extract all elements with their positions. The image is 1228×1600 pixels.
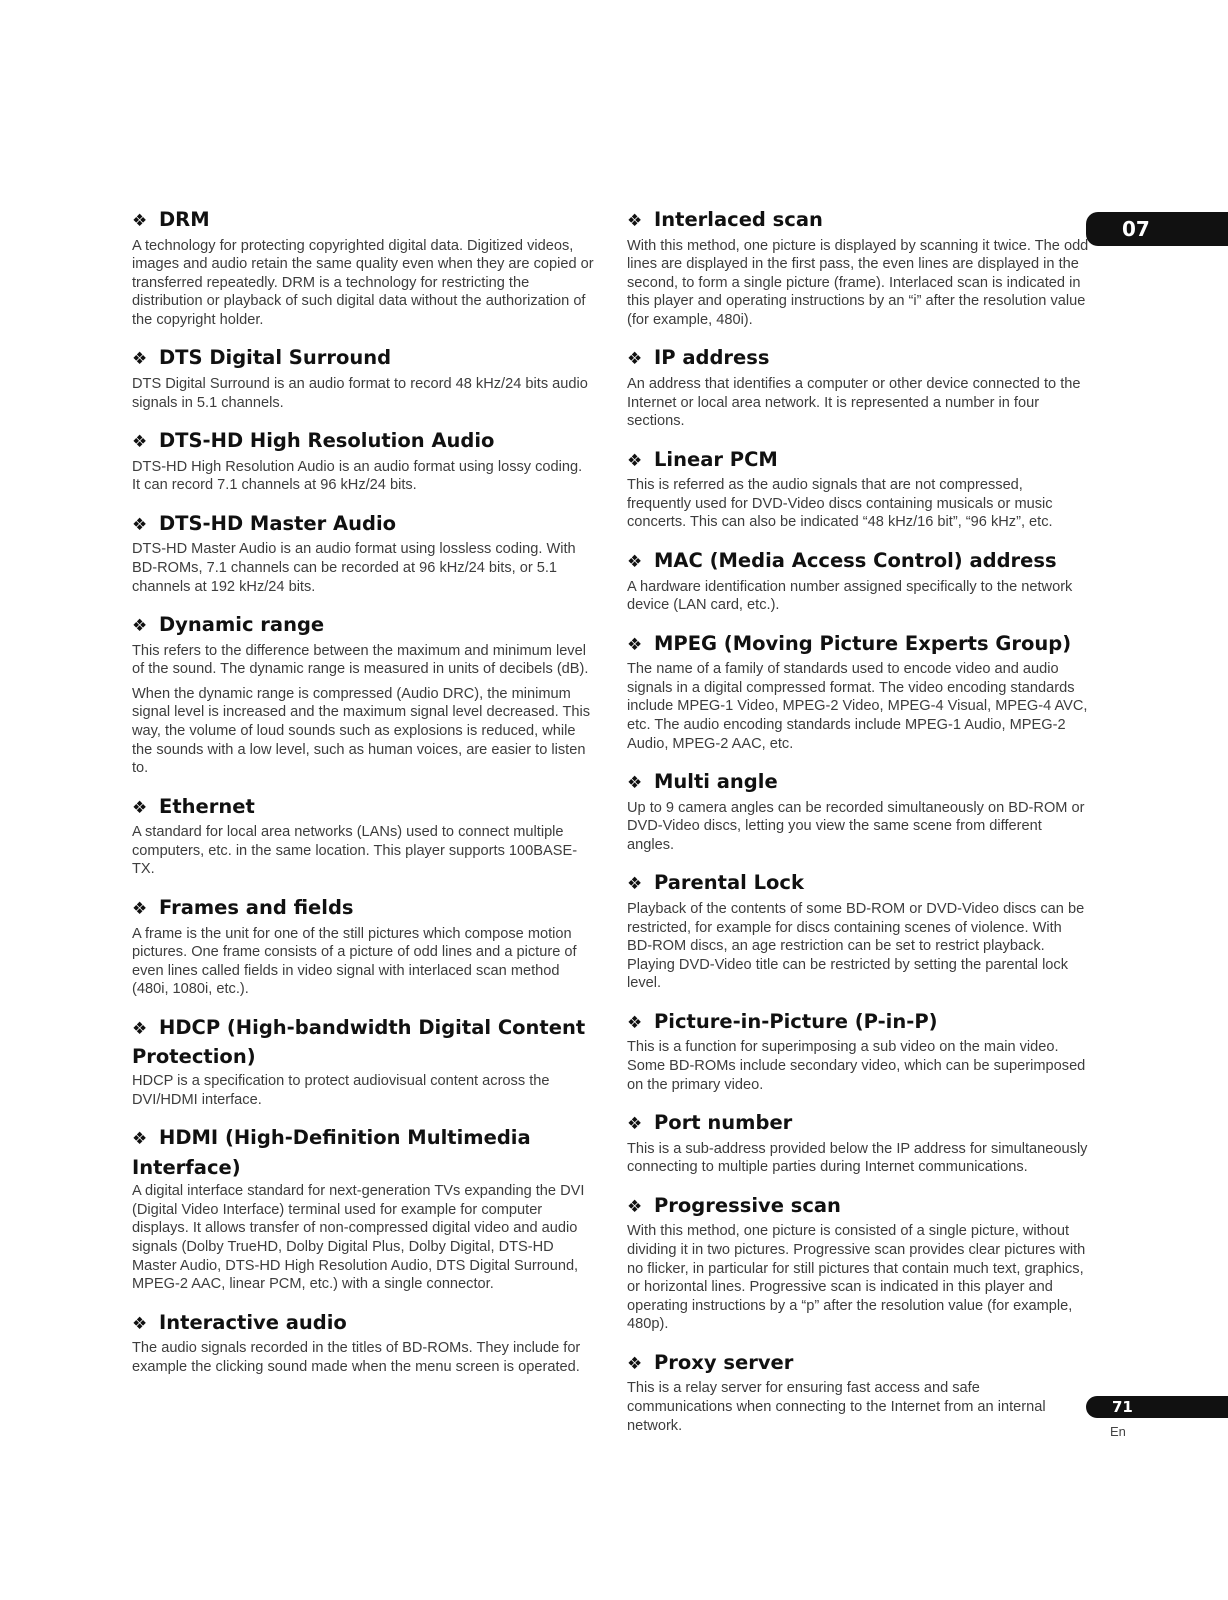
glossary-term-heading [627, 869, 1089, 899]
glossary-definition: DTS-HD High Resolution Audio is an audio format using lossy coding. It can record 7.1 channels at 96 kHz/24 bits. [132, 458, 583, 494]
glossary-term-heading [627, 547, 1089, 577]
glossary-entry-mpeg-moving-picture-experts-group [627, 630, 1089, 753]
glossary-entry-progressive-scan [627, 1192, 1089, 1334]
glossary-entry-dynamic-range [132, 611, 594, 778]
page-number: 71 [1112, 1398, 1133, 1416]
glossary-definition: The name of a family of standards used to encode video and audio signals in a digital compressed format. The video encoding standards include MPEG-1 Video, MPEG-2 Video, MPEG-4 Visual, MPEG-4 AVC, etc. The audio encoding standards include MPEG-1 Audio, MPEG-2 Audio, MPEG-2 AAC, etc. [627, 661, 1088, 752]
glossary-entry-dts-hd-master-audio [132, 510, 594, 596]
diamond-bullet-icon: ❖ [132, 1018, 148, 1039]
glossary-definition: This refers to the difference between the maximum and minimum level of the sound. The dynamic range is measured in units of decibels (dB). [132, 642, 589, 678]
glossary-term-title: HDMI (High-Definition Multimedia Interface) [132, 1126, 531, 1179]
glossary-term-title: Interlaced scan [654, 208, 823, 231]
diamond-bullet-icon: ❖ [132, 1313, 148, 1334]
glossary-entry-mac-media-access-control-address [627, 547, 1089, 615]
language-label: En [1110, 1424, 1126, 1439]
glossary-entry-dts-hd-high-resolution-audio [132, 427, 594, 495]
diamond-bullet-icon: ❖ [132, 616, 148, 637]
glossary-entry-hdcp-high-bandwidth-digital-content-protection [132, 1014, 594, 1109]
glossary-definition: This is a function for superimposing a sub video on the main video. Some BD-ROMs include secondary video, which can be superimposed on the primary video. [627, 1039, 1086, 1093]
diamond-bullet-icon: ❖ [132, 797, 148, 818]
diamond-bullet-icon: ❖ [627, 349, 643, 370]
glossary-entry-ip-address [627, 344, 1089, 430]
glossary-term-title: MPEG (Moving Picture Experts Group) [654, 631, 1072, 655]
diamond-bullet-icon: ❖ [132, 514, 148, 535]
glossary-term-heading [132, 1014, 594, 1071]
glossary-term-title: Multi angle [654, 770, 778, 794]
glossary-definition: With this method, one picture is displayed by scanning it twice. The odd lines are displayed in the first pass, the even lines are displayed in the second, to form a single picture (frame). Interlaced scan is indicated in this player and operating instructions by an “i” after the resolution value (for example, 480i). [627, 237, 1089, 328]
glossary-term-title: Ethernet [159, 794, 255, 818]
glossary-term-title: DRM [159, 208, 210, 231]
diamond-bullet-icon: ❖ [627, 874, 643, 895]
glossary-entry-picture-in-picture-p-in-p [627, 1008, 1089, 1094]
glossary-term-heading [132, 510, 594, 540]
glossary-definition: A technology for protecting copyrighted digital data. Digitized videos, images and audio retain the same quality even when they are copied or transferred repeatedly. DRM is a technology for restricting the distribution or playback of such digital data without the authorization of the copyright holder. [132, 237, 594, 328]
right-column [627, 206, 1089, 1450]
glossary-entry-dts-digital-surround [132, 344, 594, 412]
glossary-term-heading [627, 344, 1089, 374]
glossary-definition: A hardware identification number assigned specifically to the network device (LAN card, etc.). [627, 578, 1073, 614]
diamond-bullet-icon: ❖ [627, 634, 643, 655]
diamond-bullet-icon: ❖ [627, 450, 643, 471]
glossary-term-heading [132, 344, 594, 374]
glossary-definition: A standard for local area networks (LANs) used to connect multiple computers, etc. in the same location. This player supports 100BASE-TX. [132, 824, 578, 878]
glossary-term-heading [132, 611, 594, 641]
glossary-term-title: Interactive audio [159, 1310, 347, 1334]
glossary-entry-proxy-server [627, 1349, 1089, 1435]
diamond-bullet-icon: ❖ [627, 1196, 643, 1217]
glossary-term-heading [627, 1008, 1089, 1038]
left-column [132, 206, 594, 1391]
glossary-term-heading [627, 446, 1089, 476]
glossary-definition: The audio signals recorded in the titles of BD-ROMs. They include for example the clicking sound made when the menu screen is operated. [132, 1340, 581, 1375]
diamond-bullet-icon: ❖ [627, 773, 643, 794]
glossary-term-heading [627, 1349, 1089, 1379]
diamond-bullet-icon: ❖ [627, 1114, 643, 1135]
glossary-term-heading [132, 793, 594, 823]
glossary-term-title: DTS Digital Surround [159, 346, 392, 370]
glossary-definition: With this method, one picture is consisted of a single picture, without dividing it in two pictures. Progressive scan provides clear pictures with no flicker, in particular for still pictures that contain much text, graphics, or horizontal lines. Progressive scan is indicated in this player and operating instructions by a “p” after the resolution value (for example, 480p). [627, 1223, 1086, 1333]
glossary-entry-frames-and-fields [132, 894, 594, 999]
glossary-entry-linear-pcm [627, 446, 1089, 532]
glossary-definition: A frame is the unit for one of the still pictures which compose motion pictures. One frame consists of a picture of odd lines and a picture of even lines called fields in video signal with interlaced scan method (480i, 1080i, etc.). [132, 925, 577, 998]
diamond-bullet-icon: ❖ [132, 211, 148, 231]
glossary-definition: This is a relay server for ensuring fast access and safe communications when connecting to the Internet from an internal network. [627, 1380, 1046, 1434]
glossary-term-title: Frames and fields [159, 896, 354, 920]
diamond-bullet-icon: ❖ [132, 349, 148, 370]
glossary-term-heading [627, 768, 1089, 798]
chapter-tab [1086, 212, 1228, 246]
glossary-term-heading [627, 1192, 1089, 1222]
glossary-entry-hdmi-high-definition-multimedia-interface [132, 1124, 594, 1294]
glossary-term-title: Progressive scan [654, 1193, 841, 1217]
glossary-definition: This is a sub-address provided below the IP address for simultaneously connecting to multiple parties during Internet communications. [627, 1140, 1088, 1176]
diamond-bullet-icon: ❖ [627, 552, 643, 573]
glossary-term-title: Linear PCM [654, 447, 778, 471]
glossary-term-title: DTS-HD Master Audio [159, 511, 397, 535]
glossary-term-title: DTS-HD High Resolution Audio [159, 429, 495, 453]
glossary-definition: This is referred as the audio signals that are not compressed, frequently used for DVD-Video discs containing musicals or music concerts. This can also be indicated “48 kHz/16 bit”, “96 kHz”, etc. [627, 477, 1053, 531]
glossary-entry-parental-lock [627, 869, 1089, 992]
glossary-entry-port-number [627, 1109, 1089, 1177]
glossary-term-title: Port number [654, 1111, 793, 1135]
glossary-definition: HDCP is a specification to protect audiovisual content across the DVI/HDMI interface. [132, 1072, 550, 1108]
diamond-bullet-icon: ❖ [627, 211, 643, 231]
glossary-definition: A digital interface standard for next-generation TVs expanding the DVI (Digital Video Interface) terminal used for example for computer displays. It allows transfer of non-compressed digital video and audio signals (Dolby TrueHD, Dolby Digital Plus, Dolby Digital, DTS-HD Master Audio, DTS-HD High Resolution Audio, DTS Digital Surround, MPEG-2 AAC, linear PCM, etc.) with a single connector. [132, 1183, 585, 1293]
glossary-term-title: MAC (Media Access Control) address [654, 549, 1057, 573]
glossary-term-title: Picture-in-Picture (P-in-P) [654, 1009, 938, 1033]
glossary-entry-multi-angle [627, 768, 1089, 854]
glossary-definition: Up to 9 camera angles can be recorded simultaneously on BD-ROM or DVD-Video discs, letting you view the same scene from different angles. [627, 799, 1085, 853]
diamond-bullet-icon: ❖ [627, 1353, 643, 1374]
diamond-bullet-icon: ❖ [132, 1129, 148, 1150]
glossary-definition: Playback of the contents of some BD-ROM or DVD-Video discs can be restricted, for example for discs containing scenes of violence. With BD-ROM discs, an age restriction can be set to restrict playback. Playing DVD-Video title can be restricted by setting the parental lock level. [627, 900, 1085, 992]
glossary-term-title: IP address [654, 346, 770, 370]
glossary-definition: DTS-HD Master Audio is an audio format using lossless coding. With BD-ROMs, 7.1 channels can be recorded at 96 kHz/24 bits, or 5.1 channels at 192 kHz/24 bits. [132, 541, 576, 595]
glossary-term-heading [132, 894, 594, 924]
glossary-entry-interlaced-scan [627, 206, 1089, 329]
glossary-term-heading [627, 206, 1089, 236]
glossary-definition: An address that identifies a computer or other device connected to the Internet or local area network. It is represented a number in four sections. [627, 375, 1081, 430]
diamond-bullet-icon: ❖ [627, 1012, 643, 1033]
glossary-definition: When the dynamic range is compressed (Audio DRC), the minimum signal level is increased and the maximum signal level decreased. This way, the volume of loud sounds such as explosions is reduced, while the sounds with a low level, such as human voices, are easier to listen to. [132, 685, 591, 777]
glossary-entry-drm [132, 206, 594, 329]
glossary-term-heading [627, 1109, 1089, 1139]
page-number-tab [1086, 1396, 1228, 1418]
glossary-term-heading [132, 1309, 594, 1339]
glossary-entry-ethernet [132, 793, 594, 879]
glossary-definition: DTS Digital Surround is an audio format to record 48 kHz/24 bits audio signals in 5.1 channels. [132, 375, 588, 411]
chapter-number: 07 [1122, 217, 1150, 241]
diamond-bullet-icon: ❖ [132, 432, 148, 453]
glossary-term-title: Proxy server [654, 1350, 794, 1374]
glossary-term-heading [132, 206, 594, 236]
glossary-term-title: Dynamic range [159, 613, 325, 637]
glossary-term-heading [132, 1124, 594, 1181]
glossary-entry-interactive-audio [132, 1309, 594, 1377]
glossary-term-heading [132, 427, 594, 457]
glossary-term-title: Parental Lock [654, 871, 804, 895]
glossary-term-heading [627, 630, 1089, 660]
glossary-term-title: HDCP (High-bandwidth Digital Content Protection) [132, 1015, 586, 1069]
diamond-bullet-icon: ❖ [132, 899, 148, 920]
